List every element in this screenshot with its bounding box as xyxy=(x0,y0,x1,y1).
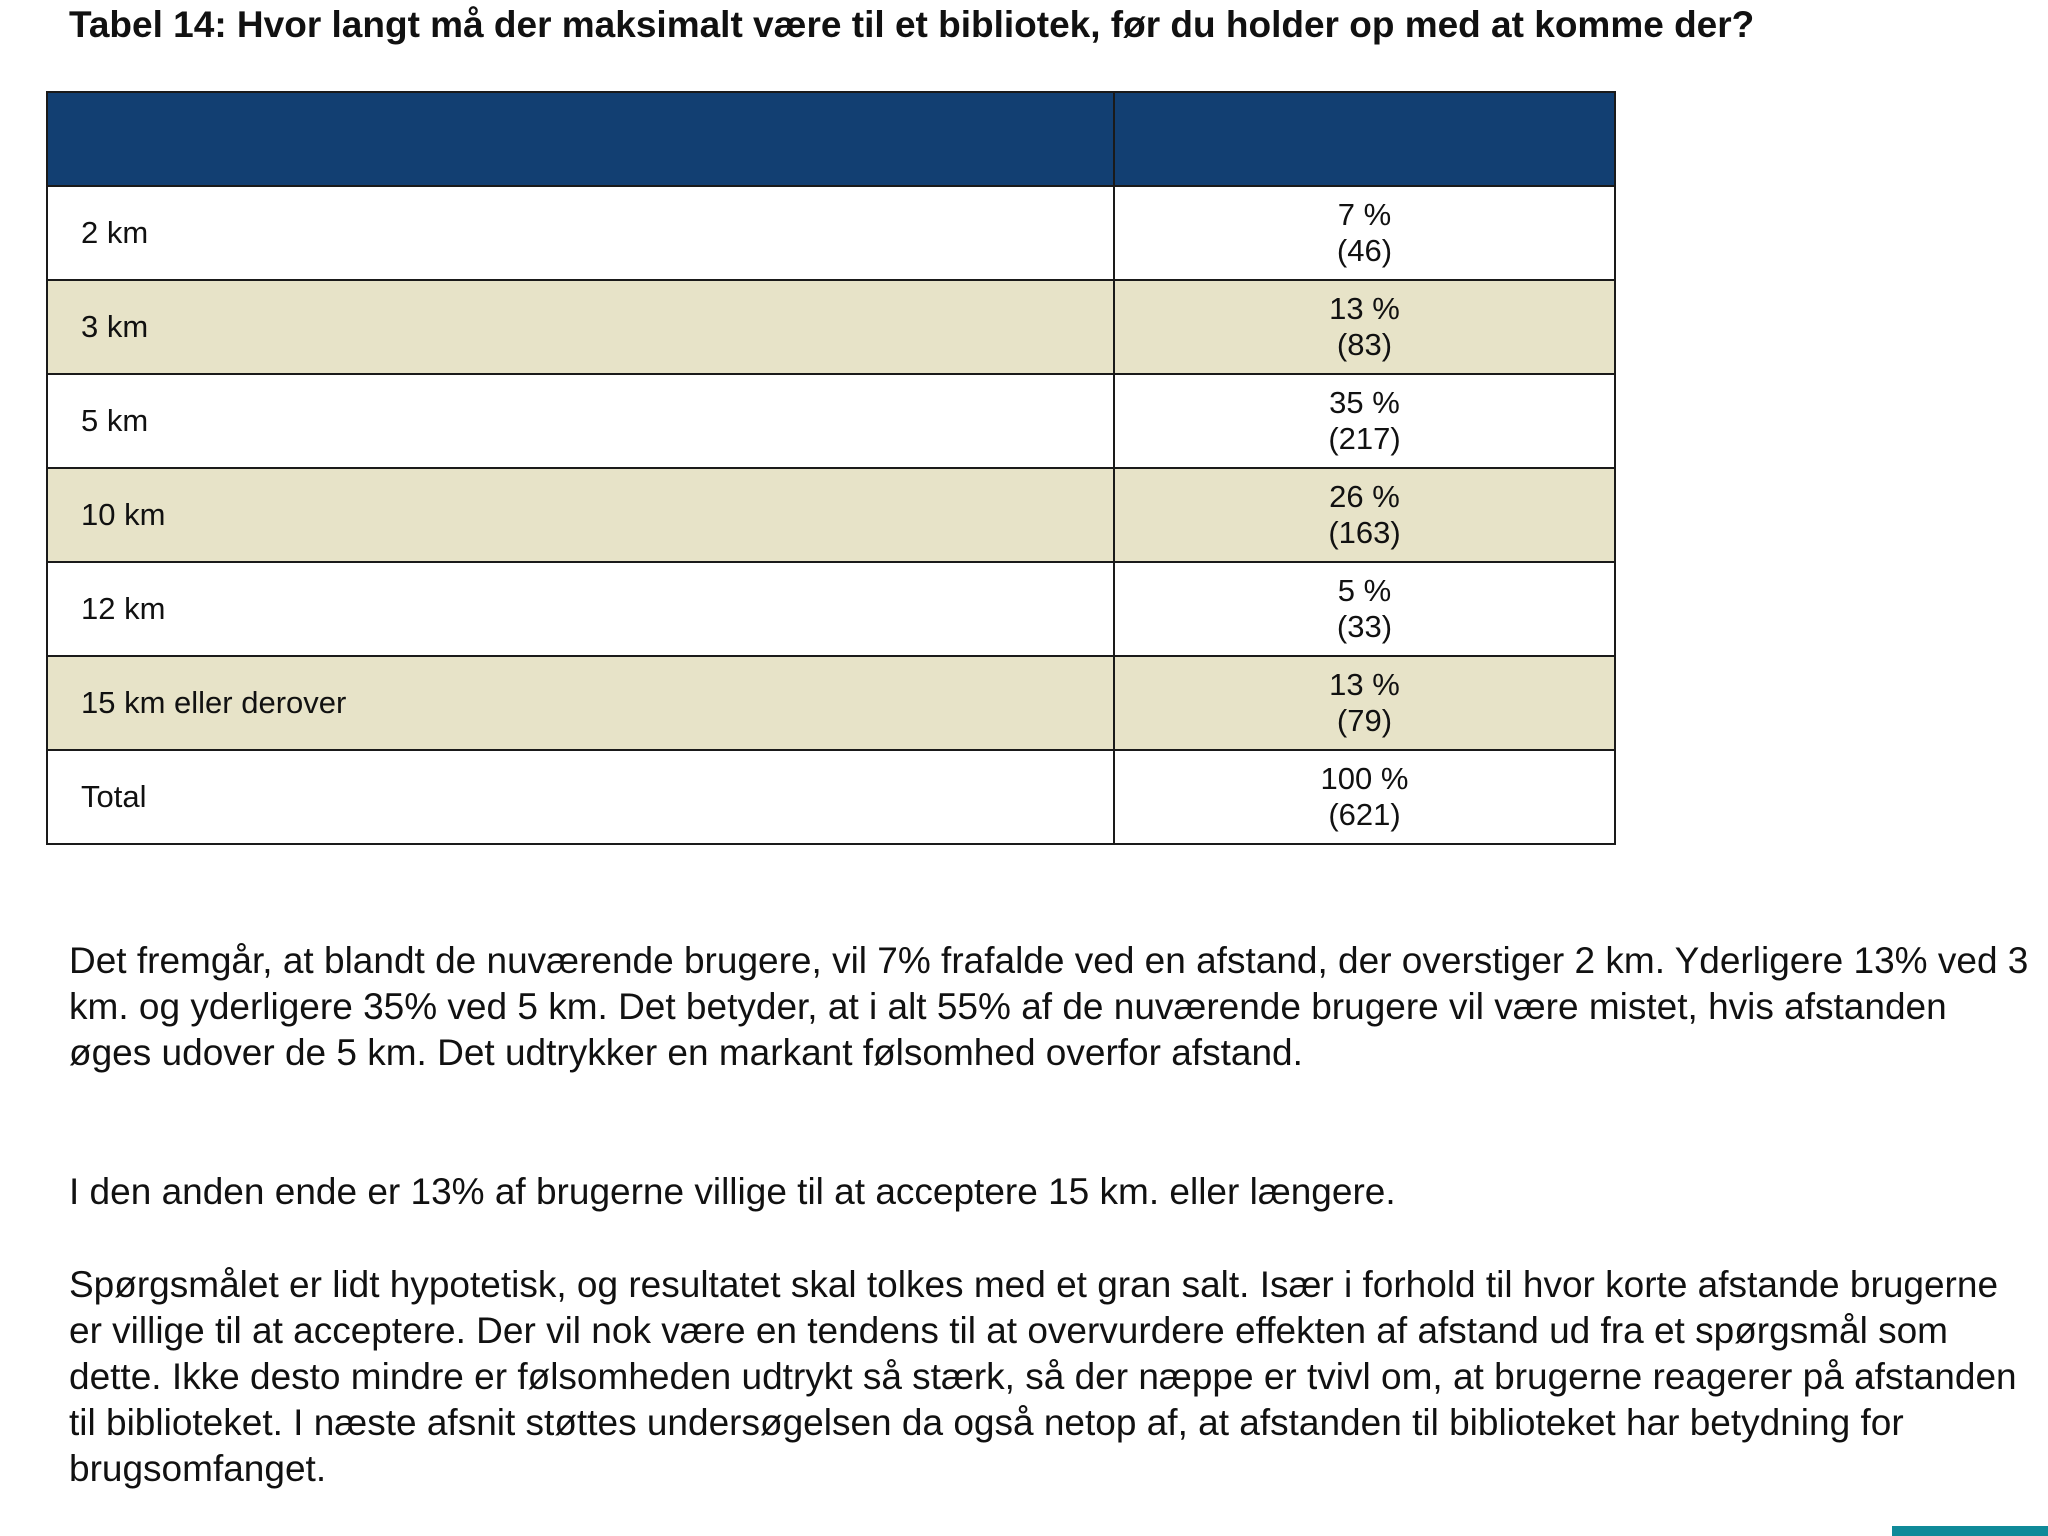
percent-value: 13 % xyxy=(1329,667,1400,702)
table-header-cell xyxy=(1114,92,1615,186)
total-label: Total xyxy=(47,750,1114,844)
body-paragraph: I den anden ende er 13% af brugerne villige til at acceptere 15 km. eller længere. xyxy=(69,1171,1396,1212)
percent-value: 13 % xyxy=(1329,291,1400,326)
distance-label: 5 km xyxy=(47,374,1114,468)
count-value: (621) xyxy=(1328,797,1401,832)
table-row xyxy=(47,374,1615,468)
body-paragraph: Spørgsmålet er lidt hypotetisk, og resultatet skal tolkes med et gran salt. Især i forhold til hvor korte afstande brugerne er villige til at acceptere. Der vil nok være en tendens til at overvurdere effekten af afstand ud fra et spørgsmål som dette. Ikke desto mindre er følsomheden udtrykt så stærk, så der næppe er tvivl om, at brugerne reagerer på afstanden til biblioteket. I næste afsnit støttes undersøgelsen da også netop af, at afstanden til biblioteket har betydning for brugsomfanget. xyxy=(69,1264,2017,1489)
count-value: (163) xyxy=(1328,515,1401,550)
table-row xyxy=(47,656,1615,750)
table-row xyxy=(47,186,1615,280)
count-value: (33) xyxy=(1336,609,1393,644)
distance-table xyxy=(46,91,1616,845)
table-header-cell xyxy=(47,92,1114,186)
percent-value: 26 % xyxy=(1329,479,1400,514)
count-value: (83) xyxy=(1336,327,1393,362)
percent-value: 100 % xyxy=(1320,761,1409,796)
value-cell xyxy=(1114,280,1615,374)
table-total-row xyxy=(47,750,1615,844)
percent-value: 7 % xyxy=(1337,197,1392,232)
distance-label: 15 km eller derover xyxy=(47,656,1114,750)
value-cell xyxy=(1114,562,1615,656)
distance-label: 2 km xyxy=(47,186,1114,280)
table-row xyxy=(47,562,1615,656)
table-row xyxy=(47,468,1615,562)
distance-label: 3 km xyxy=(47,280,1114,374)
count-value: (79) xyxy=(1336,703,1393,738)
distance-label: 12 km xyxy=(47,562,1114,656)
value-cell xyxy=(1114,468,1615,562)
percent-value: 35 % xyxy=(1329,385,1400,420)
percent-value: 5 % xyxy=(1337,573,1392,608)
table-row xyxy=(47,280,1615,374)
table-caption: Tabel 14: Hvor langt må der maksimalt være til et bibliotek, før du holder op med at komme der? xyxy=(69,4,1755,45)
corner-accent-bar xyxy=(1892,1526,2048,1536)
value-cell xyxy=(1114,656,1615,750)
distance-label: 10 km xyxy=(47,468,1114,562)
value-cell xyxy=(1114,186,1615,280)
value-cell xyxy=(1114,750,1615,844)
body-paragraph: Det fremgår, at blandt de nuværende brugere, vil 7% frafalde ved en afstand, der overstiger 2 km. Yderligere 13% ved 3 km. og yderligere 35% ved 5 km. Det betyder, at i alt 55% af de nuværende brugere vil være mistet, hvis afstanden øges udover de 5 km. Det udtrykker en markant følsomhed overfor afstand. xyxy=(69,940,2029,1073)
table-header-row xyxy=(47,92,1615,186)
value-cell xyxy=(1114,374,1615,468)
count-value: (46) xyxy=(1336,233,1393,268)
count-value: (217) xyxy=(1328,421,1401,456)
